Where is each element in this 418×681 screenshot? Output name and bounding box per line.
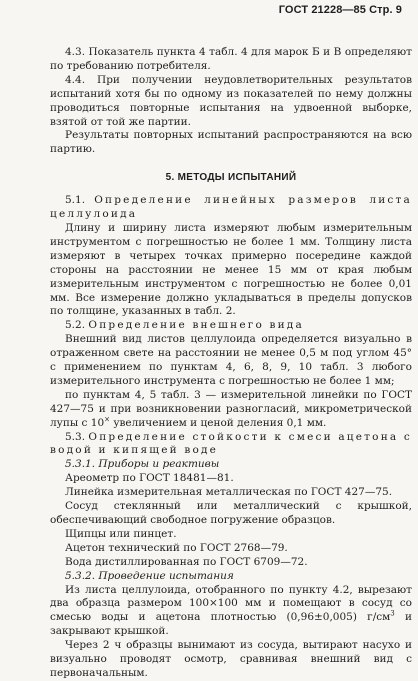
- list-item: Сосуд стеклянный или металлический с крышкой, обеспечивающий свободное погружение образцов.: [50, 500, 412, 526]
- list-item: Ацетон технический по ГОСТ 2768—79.: [65, 541, 288, 554]
- paragraph-5-2-body-a: Внешний вид листов целлулоида определяется визуально в отраженном свете на расстоянии не менее 0,5 м под углом 45° с применением по пунктам 4, 6, 8, 9, 10 табл. 3 любого измерительного инструмента с погрешностью не более 1 мм;: [50, 333, 412, 387]
- paragraph-5-2-body-b: [50, 389, 412, 431]
- superscript: ×: [104, 415, 110, 424]
- paragraph-5-1-body: Длину и ширину листа измеряют любым измерительным инструментом с погрешностью не более 1 мм. Толщину листа измеряют в четырех точках примерно посередине каждой стороны на расстоянии не менее 15 мм от края любым измерительным инструментом с погрешностью не более 0,01 мм. Все измерение должно укладываться в пределы допусков по толщине, указанных в табл. 2.: [50, 221, 412, 318]
- clause-number: 5.2.: [65, 319, 86, 332]
- paragraph-5-3-2-body-b: Через 2 ч образцы вынимают из сосуда, вытирают насухо и визуально проводят осмотр, сравнивая внешний вид с первоначальным.: [50, 639, 412, 679]
- page-content: [50, 46, 412, 681]
- paragraph-5-3-title: [50, 431, 412, 459]
- list-item: Щипцы или пинцет.: [65, 527, 177, 540]
- clause-title: Определение стойкости к смеси ацетона с водой и кипящей воде: [50, 430, 412, 457]
- paragraph-4-3: 4.3. Показатель пункта 4 табл. 4 для марок Б и В определяют по требованию потребителя.: [50, 46, 412, 72]
- paragraph-4-4: 4.4. При получении неудовлетворительных результатов испытаний хотя бы по одному из показателей по нему должны проводиться повторные испытания на удвоенной выборке, взятой от той же партии.: [50, 73, 412, 128]
- section-heading: 5. МЕТОДЫ ИСПЫТАНИЙ: [165, 172, 297, 184]
- text-run: Из листа целлулоида, отобранного по пункту 4.2, вырезают два образца размером 100×100 мм и помещают в сосуд со смесью воды и ацетона плотностью (0,96±0,005) г/см: [50, 583, 412, 624]
- clause-title: Определение внешнего вида: [88, 319, 304, 332]
- paragraph-5-3-1: 5.3.1. Приборы и реактивы: [65, 458, 220, 471]
- page-header: ГОСТ 21228—85 Стр. 9: [278, 4, 402, 16]
- list-item: Ареометр по ГОСТ 18481—81.: [65, 472, 234, 485]
- paragraph-5-2-title: [50, 319, 412, 333]
- list-item: Линейка измерительная металлическая по ГОСТ 427—75.: [65, 486, 393, 499]
- paragraph-5-1-title: [50, 194, 412, 222]
- clause-title: Определение линейных размеров листа целлулоида: [50, 194, 412, 221]
- clause-number: 5.1.: [65, 194, 86, 207]
- superscript: 3: [390, 609, 395, 618]
- paragraph-4-4-results: Результаты повторных испытаний распространяются на всю партию.: [50, 129, 412, 156]
- paragraph-5-3-2-body-a: [50, 584, 412, 640]
- paragraph-5-3-2: 5.3.2. Проведение испытания: [65, 569, 234, 582]
- clause-number: 5.3.: [65, 430, 86, 443]
- text-run: и закрывают крышкой.: [50, 611, 412, 638]
- list-item: Вода дистиллированная по ГОСТ 6709—72.: [65, 555, 308, 568]
- text-run: увеличением и ценой деления 0,1 мм.: [110, 416, 327, 429]
- text-run: по пунктам 4, 5 табл. 3 — измерительной линейки по ГОСТ 427—75 и при возникновении разногласий, микрометрической лупы с 10: [50, 388, 412, 429]
